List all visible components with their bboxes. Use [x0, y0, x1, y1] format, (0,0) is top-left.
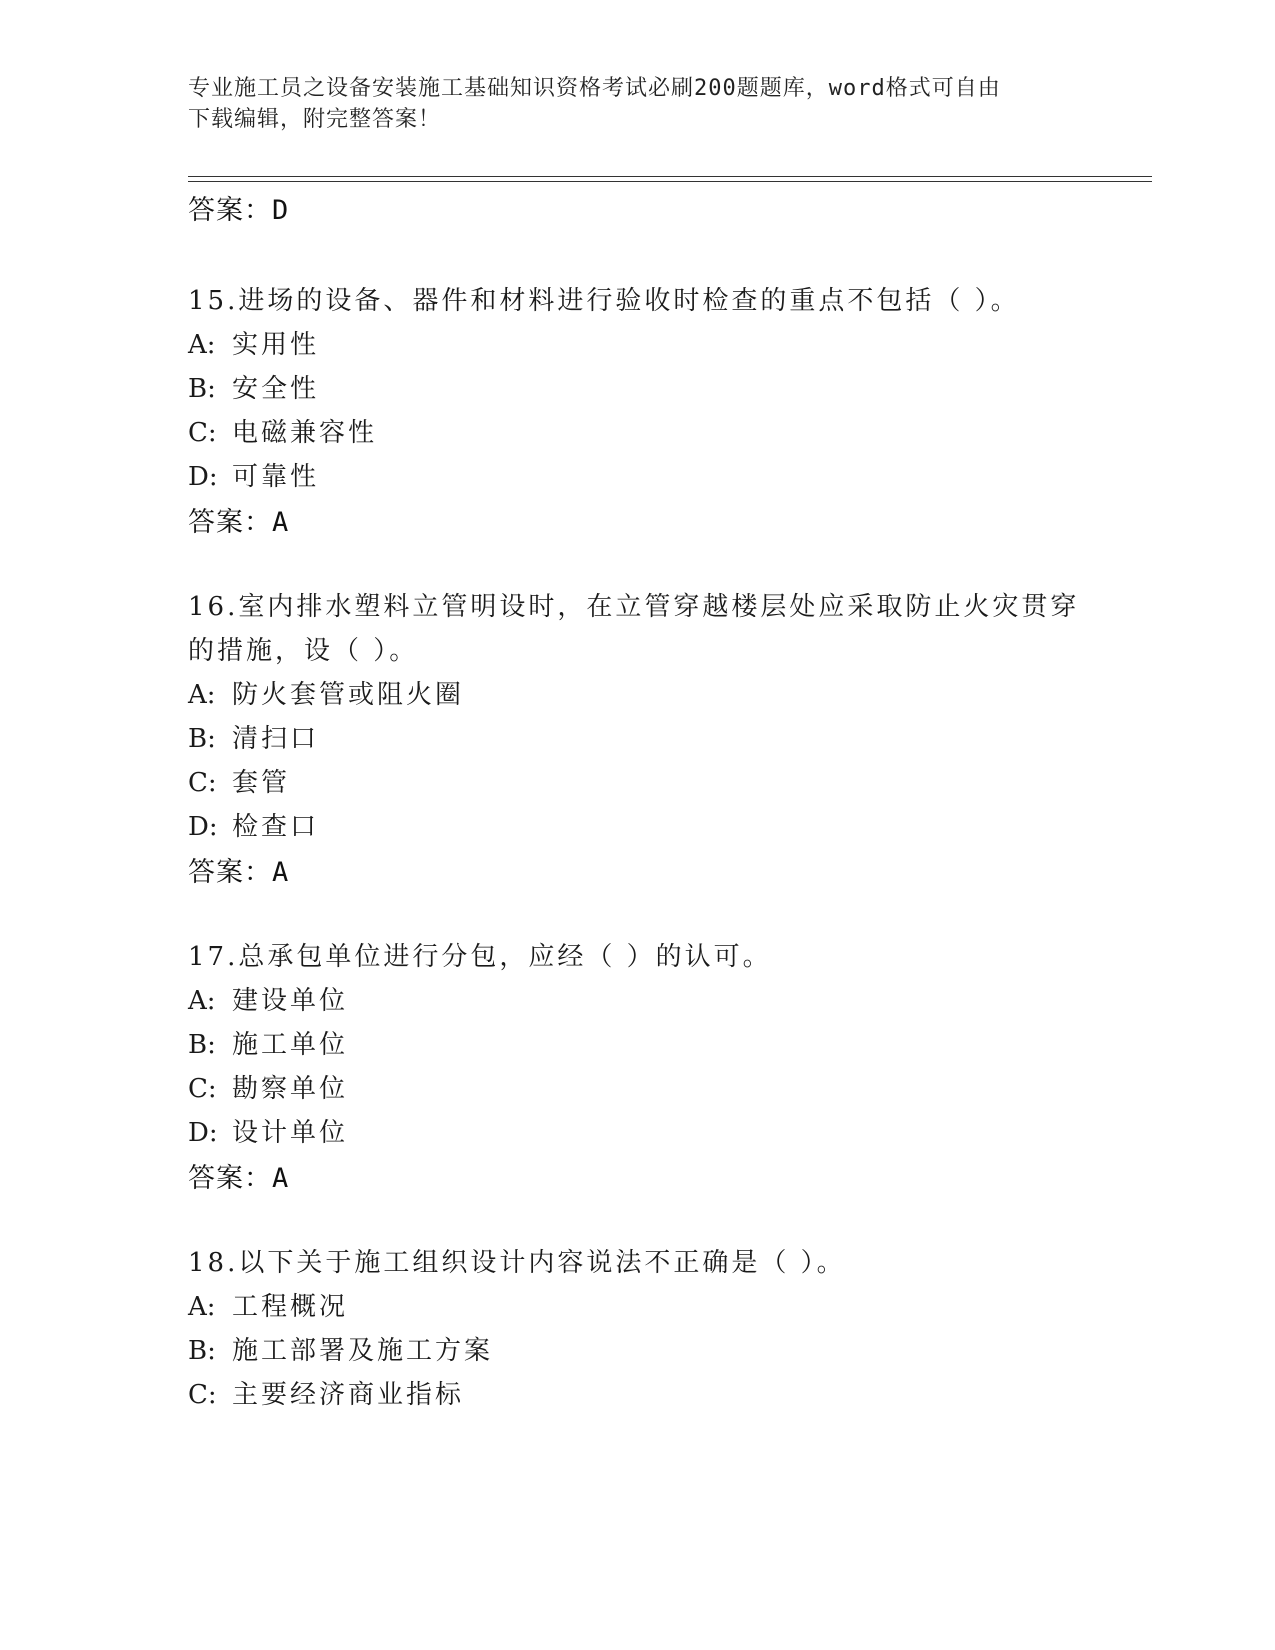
option-item: [188, 718, 319, 755]
option-label: D:: [188, 1118, 218, 1148]
option-text: 设计单位: [232, 1118, 349, 1148]
question-stem: 16.室内排水塑料立管明设时，在立管穿越楼层处应采取防止火灾贯穿: [188, 592, 1080, 622]
option-item: [188, 806, 319, 843]
option-item: [188, 368, 319, 405]
option-text: 主要经济商业指标: [232, 1380, 465, 1410]
answer-line: 答案：A: [188, 1163, 290, 1194]
option-text: 防火套管或阻火圈: [232, 680, 465, 710]
option-text: 安全性: [232, 374, 320, 404]
page-header: [188, 73, 1088, 135]
option-label: B:: [188, 724, 216, 754]
option-label: A:: [188, 680, 216, 710]
option-text: 电磁兼容性: [232, 418, 378, 448]
option-item: [188, 412, 377, 449]
option-label: B:: [188, 374, 216, 404]
answer-line: 答案：A: [188, 507, 290, 538]
option-label: C:: [188, 418, 217, 448]
option-text: 勘察单位: [232, 1074, 349, 1104]
question-stem: 15.进场的设备、器件和材料进行验收时检查的重点不包括（ ）。: [188, 286, 1020, 316]
option-label: D:: [188, 462, 218, 492]
header-divider-top: [188, 176, 1152, 177]
option-label: B:: [188, 1336, 216, 1366]
option-text: 实用性: [232, 330, 320, 360]
option-text: 检查口: [232, 812, 320, 842]
header-divider-bottom: [188, 181, 1152, 182]
option-item: [188, 1330, 493, 1367]
option-text: 套管: [232, 768, 291, 798]
option-label: D:: [188, 812, 218, 842]
question-stem: 17.总承包单位进行分包，应经（ ）的认可。: [188, 942, 772, 972]
question-stem-continuation: 的措施，设（ ）。: [188, 636, 419, 666]
option-item: [188, 1024, 348, 1061]
option-text: 建设单位: [232, 986, 349, 1016]
option-text: 施工单位: [232, 1030, 349, 1060]
option-label: A:: [188, 330, 216, 360]
option-item: [188, 1112, 348, 1149]
answer-line: 答案：D: [188, 195, 290, 226]
option-text: 施工部署及施工方案: [232, 1336, 494, 1366]
option-label: C:: [188, 1074, 217, 1104]
option-text: 清扫口: [232, 724, 320, 754]
option-text: 工程概况: [232, 1292, 349, 1322]
option-item: [188, 456, 319, 493]
option-item: [188, 762, 290, 799]
question-stem: 18.以下关于施工组织设计内容说法不正确是（ ）。: [188, 1248, 846, 1278]
option-label: C:: [188, 1380, 217, 1410]
header-line-2: 下载编辑，附完整答案！: [188, 107, 442, 132]
option-item: [188, 324, 319, 361]
option-label: A:: [188, 1292, 216, 1322]
option-label: C:: [188, 768, 217, 798]
option-text: 可靠性: [232, 462, 320, 492]
option-item: [188, 980, 348, 1017]
option-label: B:: [188, 1030, 216, 1060]
header-line-1: 专业施工员之设备安装施工基础知识资格考试必刷200题题库，word格式可自由: [188, 76, 1001, 101]
answer-line: 答案：A: [188, 857, 290, 888]
option-item: [188, 1286, 348, 1323]
option-item: [188, 674, 464, 711]
option-item: [188, 1374, 464, 1411]
option-item: [188, 1068, 348, 1105]
option-label: A:: [188, 986, 216, 1016]
